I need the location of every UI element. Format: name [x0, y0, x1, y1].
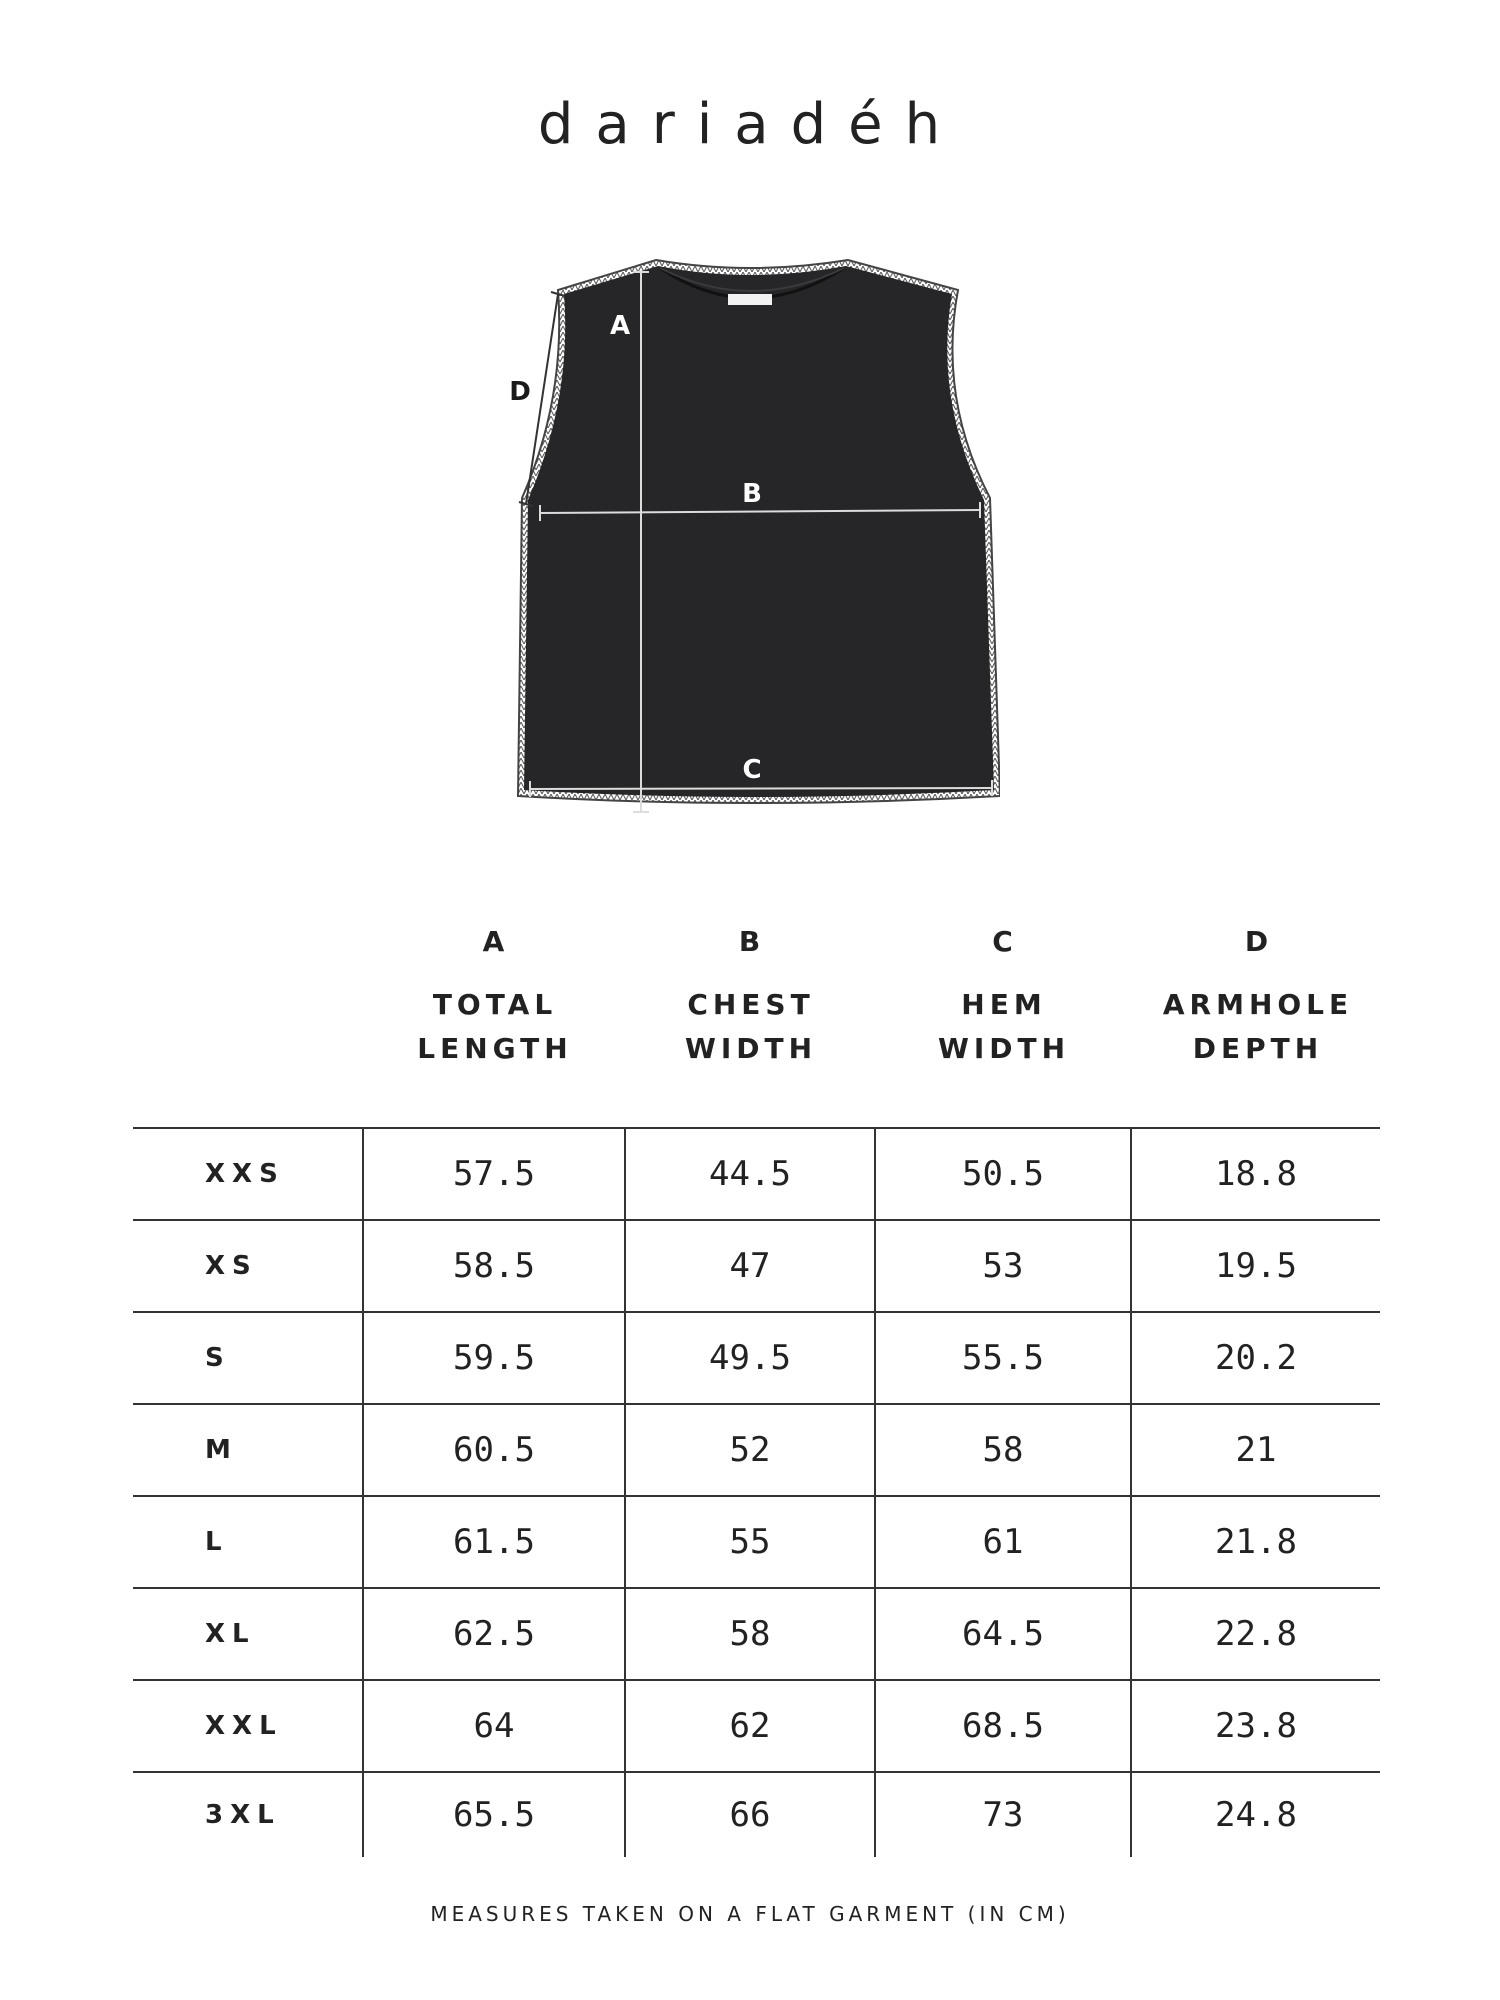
measurement-cell: 55 [625, 1496, 875, 1588]
measurement-cell: 58 [875, 1404, 1131, 1496]
table-row [133, 1680, 1380, 1772]
footnote: MEASURES TAKEN ON A FLAT GARMENT (IN CM) [430, 1902, 1070, 1926]
measurement-cell: 19.5 [1131, 1220, 1380, 1312]
measurement-cell: 57.5 [363, 1128, 625, 1220]
column-header-d [1138, 925, 1378, 1071]
measurement-cell: 53 [875, 1220, 1131, 1312]
table-row [133, 1772, 1380, 1857]
measurement-cell: 61 [875, 1496, 1131, 1588]
column-name: ARMHOLE DEPTH [1162, 988, 1354, 1065]
measurement-cell: 52 [625, 1404, 875, 1496]
table-row [133, 1588, 1380, 1680]
brand-logo: dariadéh [537, 92, 963, 157]
column-name: CHEST WIDTH [684, 988, 818, 1065]
table-row [133, 1404, 1380, 1496]
size-label: XXS [133, 1128, 363, 1220]
measurement-cell: 22.8 [1131, 1588, 1380, 1680]
measurement-cell: 58 [625, 1588, 875, 1680]
measurement-cell: 65.5 [363, 1772, 625, 1857]
measurement-cell: 18.8 [1131, 1128, 1380, 1220]
size-label: XS [133, 1220, 363, 1312]
table-row [133, 1220, 1380, 1312]
measurement-cell: 66 [625, 1772, 875, 1857]
measurement-cell: 58.5 [363, 1220, 625, 1312]
garment-body [524, 266, 994, 797]
column-header-c [884, 925, 1124, 1071]
neck-label-tag [728, 294, 772, 305]
measurement-cell: 68.5 [875, 1680, 1131, 1772]
measurement-cell: 73 [875, 1772, 1131, 1857]
measurement-cell: 62 [625, 1680, 875, 1772]
measurement-cell: 44.5 [625, 1128, 875, 1220]
column-letter: B [738, 925, 764, 958]
measurement-cell: 61.5 [363, 1496, 625, 1588]
size-label: L [133, 1496, 363, 1588]
column-letter: D [1244, 925, 1272, 958]
measurement-cell: 60.5 [363, 1404, 625, 1496]
column-letter: A [482, 925, 508, 958]
size-label: 3XL [133, 1772, 363, 1857]
label-a: A [609, 311, 631, 341]
column-name: HEM WIDTH [937, 988, 1071, 1065]
measurement-cell: 64 [363, 1680, 625, 1772]
size-label: M [133, 1404, 363, 1496]
measurement-cell: 23.8 [1131, 1680, 1380, 1772]
column-letter: C [992, 925, 1016, 958]
column-header-a [375, 925, 615, 1071]
measurement-cell: 21.8 [1131, 1496, 1380, 1588]
column-header-b [631, 925, 871, 1071]
measurement-cell: 49.5 [625, 1312, 875, 1404]
measurement-cell: 50.5 [875, 1128, 1131, 1220]
label-d: D [509, 377, 531, 407]
size-table [133, 1127, 1380, 1857]
column-name: TOTAL LENGTH [417, 988, 573, 1065]
measurement-cell: 62.5 [363, 1588, 625, 1680]
measure-line-c [530, 788, 992, 789]
table-row [133, 1312, 1380, 1404]
measurement-cell: 47 [625, 1220, 875, 1312]
garment-diagram [500, 248, 1000, 828]
measurement-cell: 64.5 [875, 1588, 1131, 1680]
measurement-cell: 59.5 [363, 1312, 625, 1404]
size-label: S [133, 1312, 363, 1404]
label-b: B [742, 479, 762, 509]
size-label: XL [133, 1588, 363, 1680]
measurement-cell: 24.8 [1131, 1772, 1380, 1857]
label-c: C [742, 755, 762, 785]
table-row [133, 1128, 1380, 1220]
table-row [133, 1496, 1380, 1588]
measurement-cell: 55.5 [875, 1312, 1131, 1404]
measurement-cell: 20.2 [1131, 1312, 1380, 1404]
measurement-cell: 21 [1131, 1404, 1380, 1496]
size-label: XXL [133, 1680, 363, 1772]
